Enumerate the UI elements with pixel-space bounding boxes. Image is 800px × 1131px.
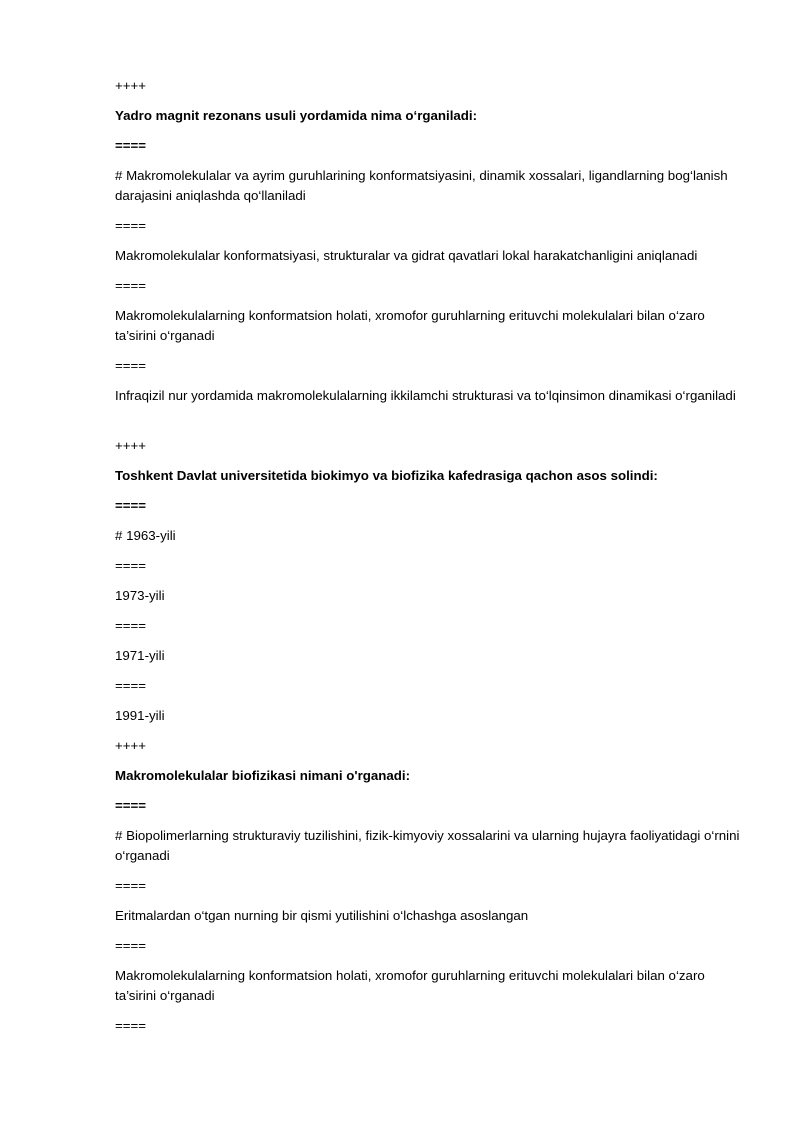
- separator-question: ++++: [115, 738, 147, 753]
- answer-option: 1973-yili: [115, 588, 165, 603]
- separator-answer: ====: [115, 798, 147, 813]
- separator-answer: ====: [115, 558, 147, 573]
- answer-option: Makromolekulalarning konformatsion holati, xromofor guruhlarning erituvchi molekulalari bilan o‘zaro ta’sirini o‘rganadi: [115, 968, 705, 1003]
- question-title: Toshkent Davlat universitetida biokimyo va biofizika kafedrasiga qachon asos solindi:: [115, 468, 658, 483]
- question-title: Yadro magnit rezonans usuli yordamida nima o‘rganiladi:: [115, 108, 478, 123]
- separator-question: ++++: [115, 78, 147, 93]
- answer-option: Infraqizil nur yordamida makromolekulalarning ikkilamchi strukturasi va to‘lqinsimon dinamikasi o‘rganiladi: [115, 388, 736, 403]
- answer-option: # Biopolimerlarning strukturaviy tuzilishini, fizik-kimyoviy xossalarini va ularning hujayra faoliyatidagi o‘rnini o‘rganadi: [115, 828, 740, 863]
- separator-answer: ====: [115, 938, 147, 953]
- separator-answer: ====: [115, 218, 147, 233]
- answer-option: 1991-yili: [115, 708, 165, 723]
- separator-answer: ====: [115, 1018, 147, 1033]
- separator-answer: ====: [115, 878, 147, 893]
- separator-answer: ====: [115, 358, 147, 373]
- question-title: Makromolekulalar biofizikasi nimani o'rganadi:: [115, 768, 411, 783]
- answer-option: # Makromolekulalar va ayrim guruhlarining konformatsiyasini, dinamik xossalari, ligandlarning bog‘lanish darajasini aniqlashda qo‘llaniladi: [115, 168, 728, 203]
- answer-option: Eritmalardan o‘tgan nurning bir qismi yutilishini o‘lchashga asoslangan: [115, 908, 529, 923]
- answer-option: # 1963-yili: [115, 528, 176, 543]
- separator-question: ++++: [115, 438, 147, 453]
- separator-answer: ====: [115, 678, 147, 693]
- separator-answer: ====: [115, 138, 147, 153]
- answer-option: Makromolekulalar konformatsiyasi, strukturalar va gidrat qavatlari lokal harakatchanligini aniqlanadi: [115, 248, 698, 263]
- answer-option: 1971-yili: [115, 648, 165, 663]
- answer-option: Makromolekulalarning konformatsion holati, xromofor guruhlarning erituvchi molekulalari bilan o‘zaro ta’sirini o‘rganadi: [115, 308, 705, 343]
- separator-answer: ====: [115, 498, 147, 513]
- separator-answer: ====: [115, 278, 147, 293]
- separator-answer: ====: [115, 618, 147, 633]
